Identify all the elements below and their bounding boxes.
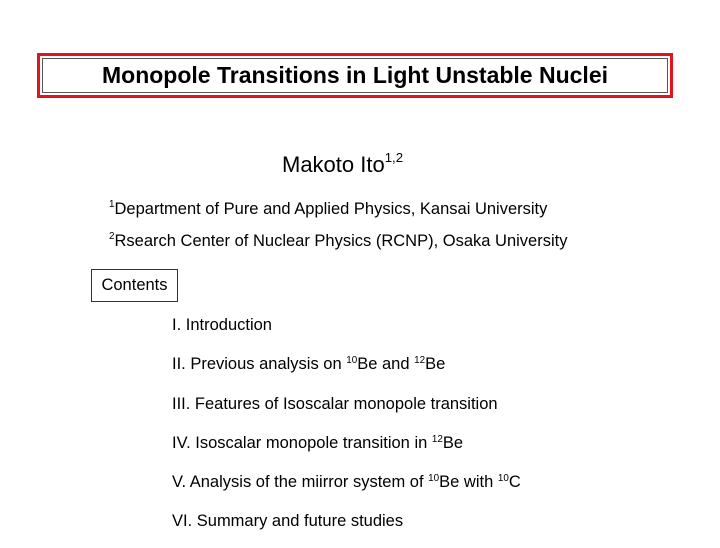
toc-item-introduction — [172, 312, 521, 351]
affiliation-2 — [109, 232, 567, 251]
affiliation-2-mark: 2 — [109, 231, 115, 242]
author-affiliation-marks: 1,2 — [384, 150, 404, 165]
toc-item-2-sup2: 12 — [414, 355, 426, 367]
toc-item-5-pre: V. Analysis of the miirror system of — [172, 473, 429, 492]
toc-item-2-pre: II. Previous analysis on — [172, 355, 347, 374]
affiliation-1-mark: 1 — [109, 199, 115, 210]
toc-item-6-text: VI. Summary and future studies — [172, 512, 404, 531]
toc-item-4-sup1: 12 — [431, 433, 443, 445]
toc-item-1-text: I. Introduction — [172, 316, 272, 334]
toc-item-2-post: Be — [425, 355, 446, 374]
contents-label-text: Contents — [101, 276, 168, 294]
toc-item-2-sup1: 10 — [346, 355, 358, 367]
affiliation-2-text: Rsearch Center of Nuclear Physics (RCNP), Osaka University — [114, 232, 568, 250]
table-of-contents — [172, 312, 521, 548]
toc-item-4-pre: IV. Isoscalar monopole transition in — [172, 433, 432, 452]
toc-item-2-mid: Be and — [357, 355, 415, 374]
toc-item-5-mid: Be with — [439, 473, 498, 492]
toc-item-4-post: Be — [442, 433, 464, 452]
slide-title: Monopole Transitions in Light Unstable Nuclei — [101, 62, 609, 88]
title-inner-frame — [42, 58, 668, 93]
toc-item-5-sup1: 10 — [428, 473, 440, 485]
toc-item-mirror-analysis — [172, 469, 521, 508]
affiliation-1-text: Department of Pure and Applied Physics, Kansai University — [114, 200, 548, 218]
toc-item-5-post: C — [508, 473, 521, 492]
affiliation-1 — [109, 200, 547, 219]
toc-item-3-text: III. Features of Isoscalar monopole transition — [172, 394, 498, 413]
toc-item-previous-analysis — [172, 351, 521, 390]
toc-item-features — [172, 391, 521, 430]
contents-label — [91, 269, 178, 302]
title-box — [37, 53, 673, 98]
author-name: Makoto Ito — [282, 152, 385, 177]
author-line — [282, 152, 403, 178]
toc-item-summary — [172, 508, 521, 547]
toc-item-isoscalar-transition — [172, 430, 521, 469]
toc-item-5-sup2: 10 — [497, 473, 509, 485]
